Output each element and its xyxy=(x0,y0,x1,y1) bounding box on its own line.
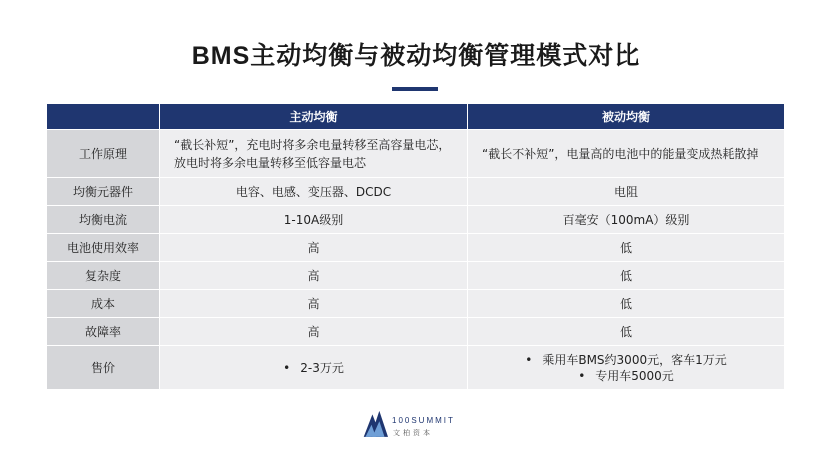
active-cell: 1-10A级别 xyxy=(160,206,467,233)
header-passive: 被动均衡 xyxy=(468,104,784,129)
active-cell: 高 xyxy=(160,234,467,261)
table-row xyxy=(47,318,784,345)
passive-cell: 电阻 xyxy=(468,178,784,205)
row-label: 均衡元器件 xyxy=(47,178,159,205)
passive-cell: 低 xyxy=(468,262,784,289)
title-underline xyxy=(392,87,438,91)
table-row xyxy=(47,290,784,317)
mountain-logo-icon xyxy=(362,407,388,439)
header-active: 主动均衡 xyxy=(160,104,467,129)
table-header-row xyxy=(47,104,784,129)
logo-subtitle: 文柏资本 xyxy=(393,429,433,437)
row-label: 工作原理 xyxy=(47,130,159,177)
header-empty xyxy=(47,104,159,129)
passive-price-cell xyxy=(468,346,784,389)
passive-cell: “截长不补短”，电量高的电池中的能量变成热耗散掉 xyxy=(468,130,784,177)
table-row xyxy=(47,262,784,289)
active-cell: 电容、电感、变压器、DCDC xyxy=(160,178,467,205)
row-label: 电池使用效率 xyxy=(47,234,159,261)
active-price-list xyxy=(168,360,459,376)
table-row xyxy=(47,130,784,177)
comparison-table xyxy=(46,103,785,390)
passive-price-list xyxy=(476,352,776,384)
row-label: 复杂度 xyxy=(47,262,159,289)
list-item: • 乘用车BMS约3000元，客车1万元 xyxy=(476,352,776,368)
logo-name: 100SUMMIT xyxy=(392,416,455,425)
row-label: 故障率 xyxy=(47,318,159,345)
active-cell: 高 xyxy=(160,262,467,289)
passive-cell: 百毫安（100mA）级别 xyxy=(468,206,784,233)
table-row-price xyxy=(47,346,784,389)
page-title: BMS主动均衡与被动均衡管理模式对比 xyxy=(191,42,641,70)
passive-cell: 低 xyxy=(468,318,784,345)
active-cell: “截长补短”，充电时将多余电量转移至高容量电芯，放电时将多余电量转移至低容量电芯 xyxy=(160,130,467,177)
table-row xyxy=(47,206,784,233)
passive-cell: 低 xyxy=(468,234,784,261)
table-row xyxy=(47,234,784,261)
table-row xyxy=(47,178,784,205)
row-label: 成本 xyxy=(47,290,159,317)
active-cell: 高 xyxy=(160,318,467,345)
active-price-cell xyxy=(160,346,467,389)
row-label: 售价 xyxy=(47,346,159,389)
active-cell: 高 xyxy=(160,290,467,317)
list-item: • 专用车5000元 xyxy=(476,368,776,384)
list-item: • 2-3万元 xyxy=(168,360,459,376)
passive-cell: 低 xyxy=(468,290,784,317)
row-label: 均衡电流 xyxy=(47,206,159,233)
